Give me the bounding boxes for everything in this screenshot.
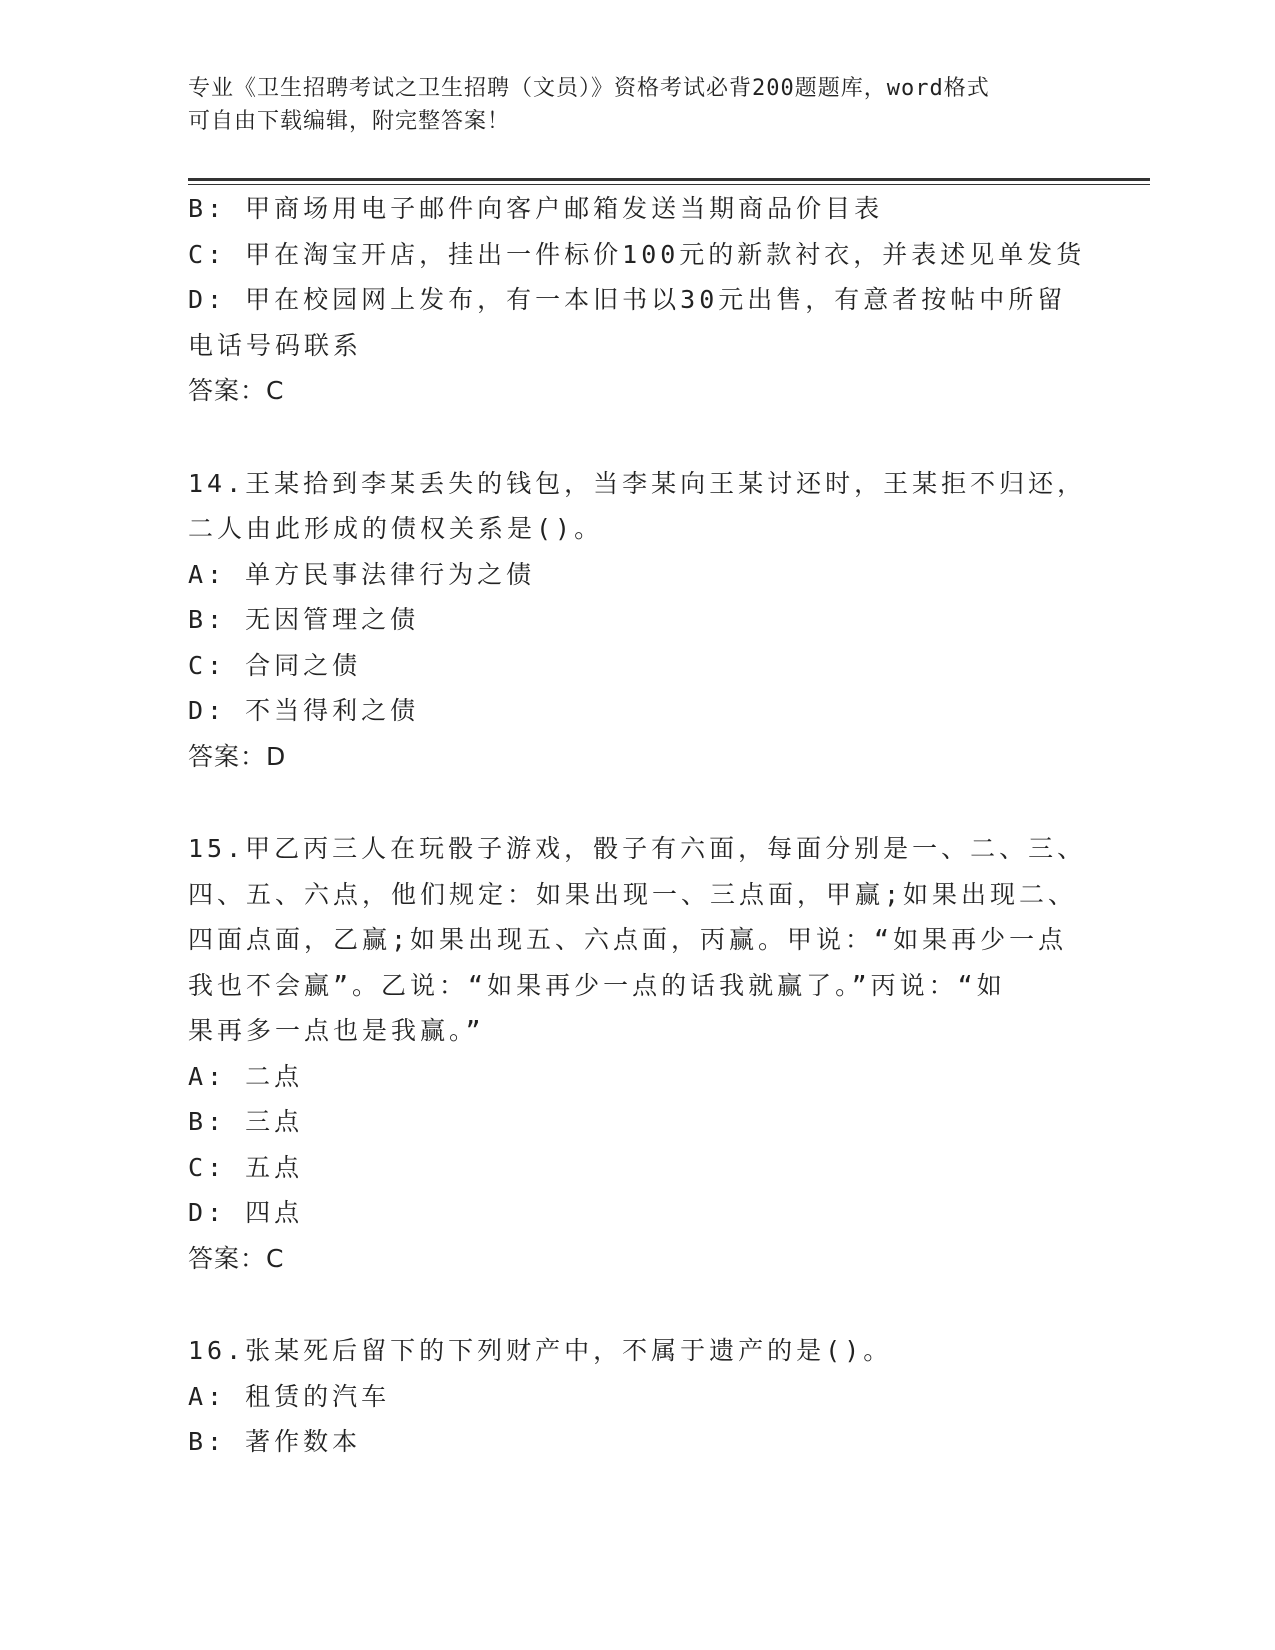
question-stem: 16.张某死后留下的下列财产中，不属于遗产的是()。 (188, 1336, 893, 1365)
option-d: D: 四点 (188, 1198, 304, 1227)
header-rule-thick (188, 178, 1150, 181)
question-13 (188, 186, 1088, 414)
question-16 (188, 1328, 1088, 1465)
spacer (188, 414, 1088, 461)
question-14 (188, 461, 1088, 780)
option-b: B: 三点 (188, 1107, 304, 1136)
option-a: A: 二点 (188, 1061, 304, 1091)
question-stem-continued: 二人由此形成的债权关系是()。 (188, 514, 604, 543)
question-stem-continued: 果再多一点也是我赢。” (188, 1016, 485, 1045)
option-a: A: 租赁的汽车 (188, 1381, 391, 1411)
answer: 答案：C (188, 376, 285, 405)
answer: 答案：D (188, 741, 287, 771)
question-stem: 14.王某拾到李某丢失的钱包，当李某向王某讨还时，王某拒不归还， (188, 468, 1087, 498)
option-d: D: 不当得利之债 (188, 696, 420, 725)
spacer (188, 1281, 1088, 1328)
question-stem-continued: 四面点面，乙赢;如果出现五、六点面，丙赢。甲说：“如果再少一点 (188, 925, 1068, 954)
question-stem-continued: 我也不会赢”。乙说：“如果再少一点的话我就赢了。”丙说：“如 (188, 970, 1006, 1000)
header-line-1: 专业《卫生招聘考试之卫生招聘（文员）》资格考试必背200题题库，word格式 (188, 76, 990, 101)
option-b: B: 甲商场用电子邮件向客户邮箱发送当期商品价目表 (188, 194, 884, 223)
question-stem: 15.甲乙丙三人在玩骰子游戏，骰子有六面，每面分别是一、二、三、 (188, 834, 1087, 863)
option-d: D: 甲在校园网上发布，有一本旧书以30元出售，有意者按帖中所留 (188, 285, 1067, 314)
option-a: A: 单方民事法律行为之债 (188, 559, 536, 589)
question-stem-continued: 四、五、六点，他们规定：如果出现一、三点面，甲赢;如果出现二、 (188, 879, 1078, 909)
option-c: C: 合同之债 (188, 650, 362, 680)
spacer (188, 779, 1088, 826)
document-header (188, 72, 1088, 138)
header-line-2: 可自由下载编辑，附完整答案！ (188, 109, 511, 134)
option-b: B: 著作数本 (188, 1427, 362, 1456)
option-c: C: 五点 (188, 1152, 304, 1182)
answer: 答案：C (188, 1243, 285, 1273)
option-b: B: 无因管理之债 (188, 605, 420, 634)
header-rule-thin (188, 184, 1150, 185)
question-list (188, 186, 1088, 1465)
option-c: C: 甲在淘宝开店，挂出一件标价100元的新款衬衣，并表述见单发货 (188, 239, 1086, 269)
option-d-continued: 电话号码联系 (188, 330, 363, 360)
question-15 (188, 826, 1088, 1281)
